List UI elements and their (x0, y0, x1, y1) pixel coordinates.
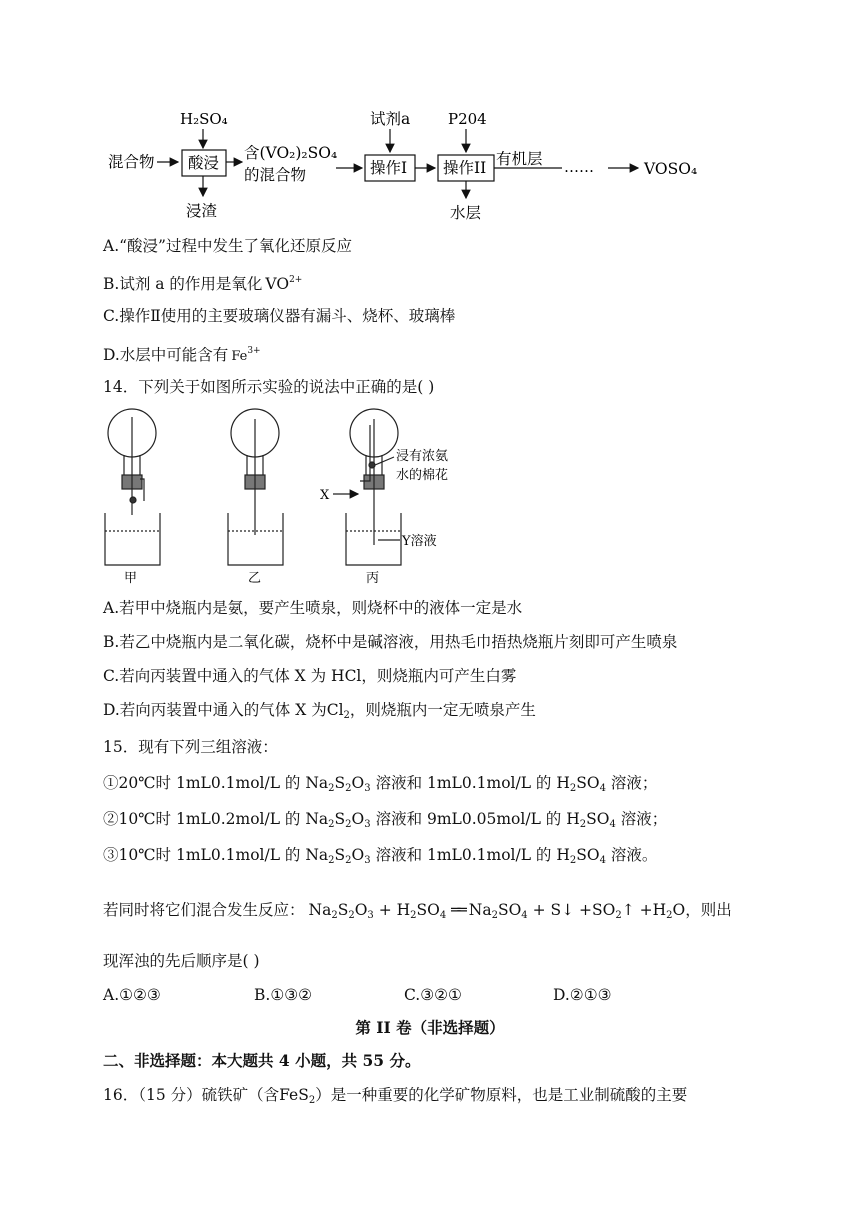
flow-op2: 操作II (443, 159, 487, 177)
flow-residue: 浸渣 (186, 202, 218, 220)
q15-item-1-mid: 溶液和 1mL0.1mol/L 的 H (375, 774, 570, 792)
label-y-solution: Y溶液 (402, 534, 437, 549)
chem-fes2: FeS (279, 1086, 309, 1104)
ion-vo-charge: 2+ (289, 275, 303, 285)
apparatus-yi (228, 409, 283, 565)
q15-option-b: B.①③② (254, 986, 313, 1004)
apparatus-jia (105, 409, 160, 565)
q14-option-b: B.若乙中烧瓶内是二氧化碳，烧杯中是碱溶液，用热毛巾捂热烧瓶片刻即可产生喷泉 (103, 633, 678, 651)
q13-option-a: A.“酸浸”过程中发生了氧化还原反应 (103, 237, 352, 255)
apparatus-bing (333, 409, 401, 565)
q13-option-b-text: B.试剂 a 的作用是氧化 (103, 275, 263, 293)
q15-option-d: D.②①③ (553, 986, 612, 1004)
q15-item-1: ①20℃时 1mL0.1mol/L 的 $Na_2S_2O_3$ 溶液和 1mL0.1mol/L 的 $H_2SO_4$ 溶液； (103, 774, 658, 794)
chem-cl2: Cl (326, 701, 344, 719)
q14-stem: 14．下列关于如图所示实验的说法中正确的是( ) (103, 378, 435, 396)
q15-item-3: ③10℃时 1mL0.1mol/L 的 $Na_2S_2O_3$ 溶液和 1mL0.1mol/L 的 $H_2SO_4$ 溶液。 (103, 846, 658, 866)
q14-option-d-post: ，则烧瓶内一定无喷泉产生 (349, 701, 536, 719)
q15-option-a: A.①②③ (103, 986, 161, 1004)
q13-option-b (103, 270, 302, 294)
q13-option-d (103, 341, 261, 367)
q16-post: ）是一种重要的化学矿物原料，也是工业制硫酸的主要 (315, 1086, 688, 1104)
q15-stem-2: 现浑浊的先后顺序是( ) (103, 952, 260, 970)
flow-water-layer: 水层 (450, 204, 482, 222)
q15-item-2-mid: 溶液和 9mL0.05mol/L 的 H (375, 810, 580, 828)
q15-item-3-pre: ③10℃时 1mL0.1mol/L 的 Na (103, 846, 329, 864)
ion-vo: VO (265, 275, 290, 293)
process-flow-diagram (100, 104, 720, 224)
q15-reaction-line (103, 900, 732, 926)
label-cotton-2: 水的棉花 (396, 468, 449, 483)
flow-product-line1: 含(VO₂)₂SO₄ (244, 144, 338, 162)
q14-option-c: C.若向丙装置中通入的气体 X 为 HCl，则烧瓶内可产生白雾 (103, 667, 517, 685)
label-bing: 丙 (366, 571, 380, 585)
q15-stem: 15．现有下列三组溶液： (103, 738, 278, 756)
flow-acid-leach: 酸浸 (188, 154, 220, 172)
q16-pre: 16．（15 分）硫铁矿（含 (103, 1086, 280, 1104)
section-title: 第 II 卷（非选择题） (355, 1018, 505, 1037)
label-yi: 乙 (248, 571, 262, 585)
q15-reaction-pre: 若同时将它们混合发生反应： (103, 901, 305, 919)
q13-option-d-text: D.水层中可能含有 (103, 346, 229, 364)
flow-product-line2: 的混合物 (244, 166, 307, 184)
flow-mixture: 混合物 (108, 153, 155, 171)
section-heading: 二、非选择题：本大题共 4 小题，共 55 分。 (103, 1051, 421, 1070)
flow-reagent-a: 试剂a (370, 110, 411, 128)
flow-op1: 操作I (370, 159, 408, 177)
label-x: X (320, 488, 330, 503)
q15-option-c: C.③②① (404, 986, 462, 1004)
q15-item-3-post: 溶液。 (610, 846, 658, 864)
q14-option-d-pre: D.若向丙装置中通入的气体 X 为 (103, 701, 327, 719)
fountain-experiment-figure (100, 405, 480, 585)
chem-cl2-sub: 2 (343, 710, 350, 721)
chem-fes2-sub: 2 (308, 1095, 316, 1106)
q15-reaction-post: ，则出 (685, 901, 732, 919)
flow-p204: P204 (448, 110, 487, 128)
flow-organic-layer: 有机层 (496, 150, 543, 168)
q14-option-a: A.若甲中烧瓶内是氨，要产生喷泉，则烧杯中的液体一定是水 (103, 599, 523, 617)
q13-option-c: C.操作Ⅱ使用的主要玻璃仪器有漏斗、烧杯、玻璃棒 (103, 307, 456, 325)
ion-fe: Fe (231, 349, 248, 364)
q15-item-3-mid: 溶液和 1mL0.1mol/L 的 H (375, 846, 570, 864)
q15-item-1-pre: ①20℃时 1mL0.1mol/L 的 Na (103, 774, 329, 792)
label-cotton-1: 浸有浓氨 (396, 449, 449, 464)
q14-option-d (103, 700, 536, 726)
flow-final-product: VOSO₄ (644, 160, 698, 178)
q15-item-1-post: 溶液； (610, 774, 658, 792)
q15-item-2-pre: ②10℃时 1mL0.2mol/L 的 Na (103, 810, 329, 828)
flow-h2so4: H₂SO₄ (180, 110, 228, 128)
q15-item-2-post: 溶液； (620, 810, 668, 828)
q16-stem (103, 1085, 687, 1111)
q15-item-2: ②10℃时 1mL0.2mol/L 的 $Na_2S_2O_3$ 溶液和 9mL0.05mol/L 的 $H_2SO_4$ 溶液； (103, 810, 668, 830)
reaction-equation: $Na_2S_2O_3 + H_2SO_4$ ══ $Na_2SO_4$ + S↓ $+SO_2↑ +H_2O$ (308, 901, 686, 921)
label-jia: 甲 (124, 571, 138, 585)
flow-dots: …… (564, 158, 594, 176)
ion-fe-charge: 3+ (247, 346, 261, 356)
